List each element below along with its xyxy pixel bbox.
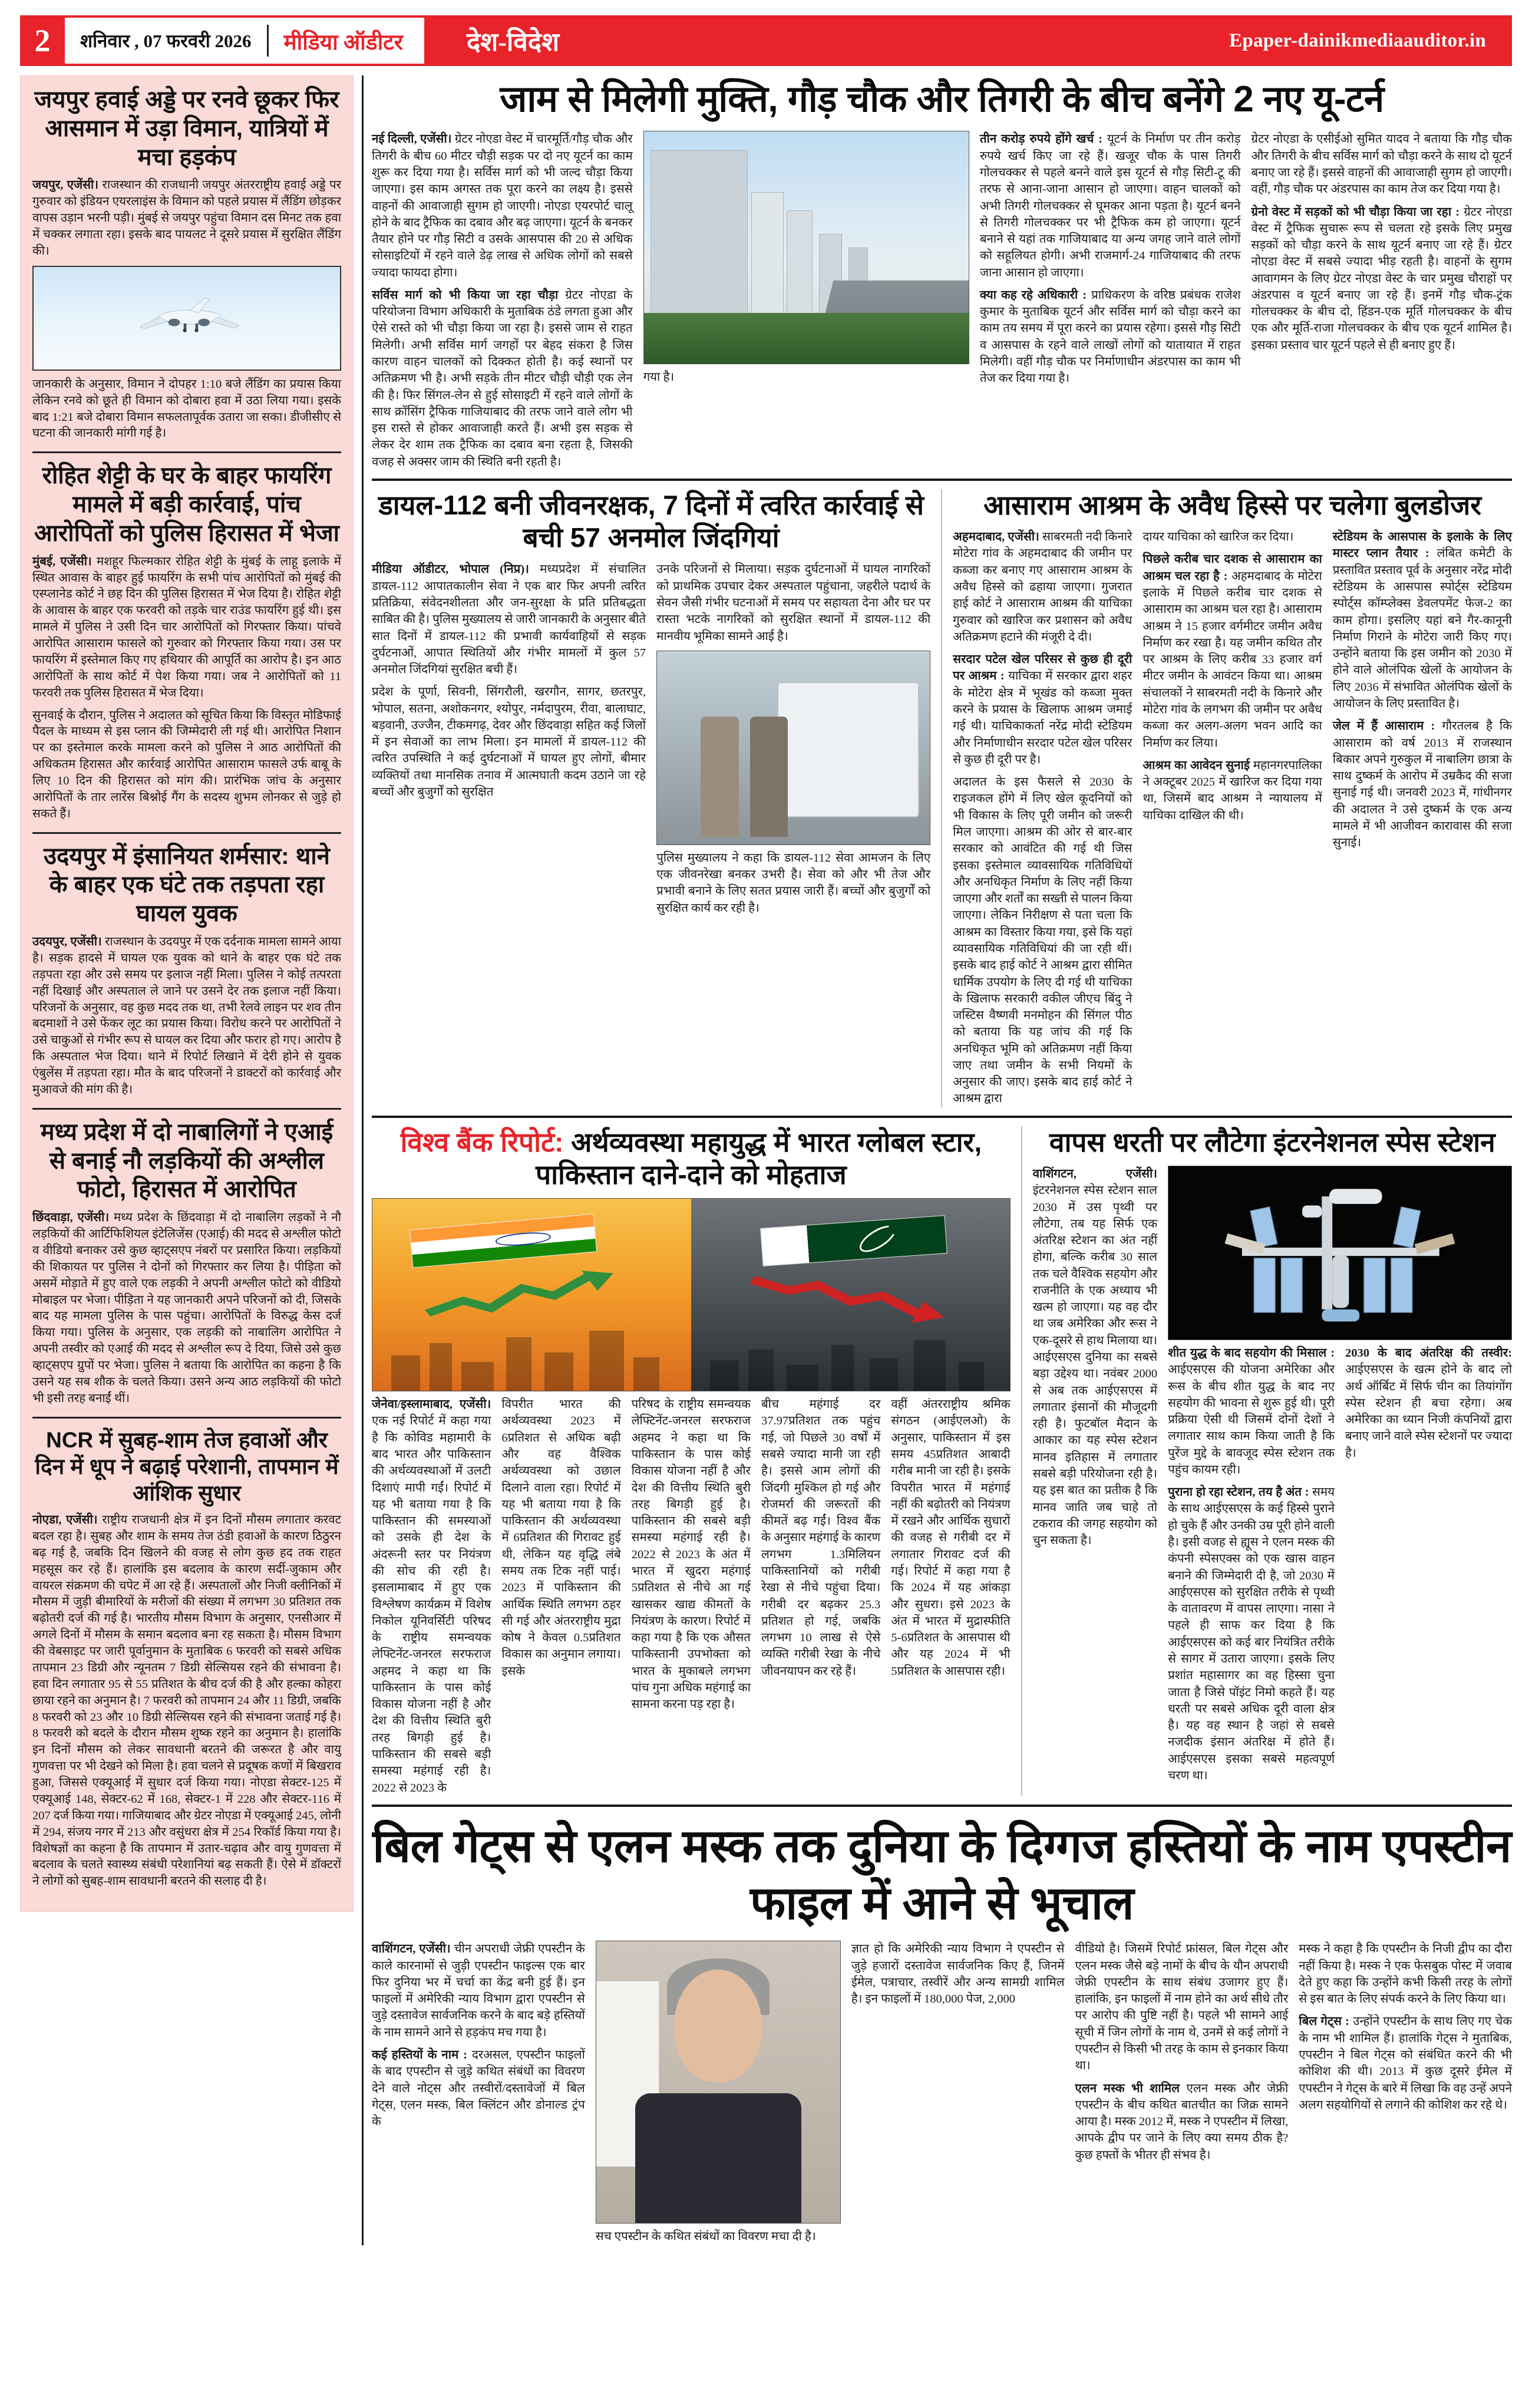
horizontal-rule-3 — [372, 1805, 1512, 1807]
body-text: विपरीत भारत की अर्थव्यवस्था 2023 में 6प्रतिशत से अधिक बढ़ी और वह वैश्विक अर्थव्यवस्था को उछाल दिलाने वाला रहा। रिपोर्ट में यह भी बताया गया है कि पाकिस्तान की अर्थव्यवस्था में 6प्रतिशत की गिरावट हुई थी, लेकिन यह वृद्धि लंबे समय तक टिक नहीं पाई। 2023 में पाकिस्तान की आर्थिक स्थिति लगभग ठहर सी गई और अंतरराष्ट्रीय मुद्रा कोष ने केवल 0.5प्रतिशत विकास का अनुमान लगाया। इसके — [501, 1398, 621, 1678]
lead-headline: जाम से मिलेगी मुक्ति, गौड़ चौक और तिगरी के बीच बनेंगे 2 नए यू-टर्न — [500, 79, 1384, 120]
body-text: ज्ञात हो कि अमेरिकी न्याय विभाग ने एपस्टीन से जुड़े हजारों दस्तावेज सार्वजनिक किए हैं, जिनमें ईमेल, पत्राचार, तस्वीरें और अन्य सामग्री शामिल है। इन फाइलों में 180,000 पेज, 2,000 — [851, 1942, 1065, 2006]
iss-headline: वापस धरती पर लौटेगा इंटरनेशनल स्पेस स्टेशन — [1049, 1126, 1495, 1157]
body-text: उनके परिजनों से मिलाया। सड़क दुर्घटनाओं में घायल नागरिकों को प्राथमिक उपचार देकर अस्पताल पहुंचाना, जहरीले पदार्थ के सेवन जैसी गंभीर घटनाओं में समय पर सहायता देना और घर पर रास्ता भटके नागरिकों को सुरक्षित स्थानों में डायल-112 की मानवीय भूमिका सामने आई है। — [656, 563, 931, 643]
body-text: याचिका में सरकार द्वारा शहर के मोटेरा क्षेत्र में भूखंड को कब्जा मुक्त करने के प्रयास के खिलाफ आश्रम जमाई गई थी। याचिकाकर्ता नरेंद्र मोदी स्टेडियम और निर्माणाधीन सरदार पटेल खेल परिसर से कुछ ही दूरी पर है। — [953, 669, 1133, 766]
dateline: उदयपुर, एजेंसी। — [32, 935, 102, 949]
epaper-url[interactable]: Epaper-dainikmediaauditor.in — [1229, 29, 1486, 51]
worldbank-col-1 — [372, 1396, 491, 1796]
body-text: इंटरनेशनल स्पेस स्टेशन साल 2030 में उस पृथ्वी पर लौटेगा, तब यह सिर्फ एक अंतरिक्ष स्टेशन का अंत नहीं होगा, बल्कि करीब 30 साल तक चले वैश्विक सहयोग और राजनीति के एक अध्याय भी खत्म हो जाएगा। यह वह दौर था जब अमेरिका और रूस ने एक-दूसरे से हाथ मिलाया था। आईएसएस दुनिया का सबसे बड़ा उद्देश्य था। नवंबर 2000 से अब तक आईएसएस में लगातार इंसानों की मौजूदगी रही है। फुटबॉल मैदान के आकार का यह स्पेस स्टेशन मानव इतिहास में लगातार सबसे बड़ी परियोजना रही है। यह इस बात का प्रतीक है कि मानव जाति जब चाहे तो टकराव की जगह सहयोग को चुन सकता है। — [1032, 1184, 1158, 1548]
iss-story — [1033, 1126, 1512, 1784]
dateline: अहमदाबाद, एजेंसी। — [953, 530, 1039, 544]
asaram-headline: आसाराम आश्रम के अवैध हिस्से पर चलेगा बुलडोजर — [983, 490, 1482, 521]
asaram-col-3 — [1333, 529, 1512, 851]
face-shape — [674, 1970, 762, 2082]
sidebar-story-ncr-weather — [32, 1427, 341, 1891]
india-flag-icon — [410, 1214, 597, 1268]
body-text: उन्होंने एपस्टीन के साथ लिए गए चेक के नाम भी शामिल हैं। हालांकि गेट्स ने मुताबिक, एपस्टीन ने बिल गेट्स को संबंधित करने की भी कोशिश की थी। 2013 में कुछ दूसरे ईमेल में एपस्टीन ने गेट्स के बारे में लिखा कि वह उन्हें अपने अलग सहयोगियों से लगाने की कोशिश कर रहे थे। — [1299, 2015, 1513, 2112]
body-text: राजस्थान की राजधानी जयपुर अंतरराष्ट्रीय हवाई अड्डे पर गुरुवार को इंडियन एयरलाइंस के विमान को पहले प्रयास में लैंडिंग छोड़कर वापस उड़ान भरनी पड़ी। मुंबई से जयपुर पहुंचा विमान दस मिनट तक हवा में चक्कर लगाता रहा। इसके बाद पायलट ने दूसरे प्रयास में सुरक्षित लैंडिंग की। — [32, 179, 341, 258]
publication-date: शनिवार , 07 फरवरी 2026 — [80, 31, 252, 51]
section-divider — [32, 451, 341, 453]
body-text: मध्य प्रदेश के छिंदवाड़ा में दो नाबालिग लड़कों ने नौ लड़कियों की आर्टिफिशियल इंटेलिजेंस (एआई) की मदद से अश्लील फोटो व वीडियो बनाकर उसे कुछ व्हाट्सएप नंबरों पर प्रसारित किया। लड़कियों की शिकायत पर पुलिस ने दोनों को गिरफ्तार कर लिया है। पीड़िता को असमें मोड़ाते में हुए वाले एक लड़की ने अपनी अश्लील फोटो को वीडियो मोबाइल पर भेजा। पीड़िता ने यह जानकारी अपने परिजनों को दी, जिसके बाद यह मामला पुलिस के पास पहुंचा। आरोपितों के विरुद्ध केस दर्ज किया गया। पुलिस के अनुसार, एक लड़की को नाबालिग आरोपित ने अपनी तस्वीर को एआई की मदद से अश्लील रूप दे दिया, जिसे उसे कुछ व्हाट्सएप ग्रुपों पर भेजा। पुलिस ने बताया कि आरोपित का कहना है कि उसने यह सब शौक के चलते किया। उसने अन्य आठ लड़कियों की फोटो भी इसी तरह बनाईं थीं। — [32, 1211, 342, 1405]
body-text: प्राधिकरण के वरिष्ठ प्रबंधक राजेश कुमार के मुताबिक यूटर्न और सर्विस मार्ग को चौड़ा करने का काम तय समय में पूरा करने का प्रयास रहेगा। इससे गौड़ सिटी व आसपास के रहने वाले लाखों लोगों को यातायात में राहत मिलेगी। वहीं गौड़ चौक पर निर्माणाधीन अंडरपास का काम भी तेज कर दिया गया है। — [979, 288, 1241, 385]
report-tag: विश्व बैंक रिपोर्ट: — [400, 1126, 564, 1157]
iss-photo-col — [1168, 1166, 1512, 1784]
headline: जयपुर हवाई अड्डे पर रनवे छूकर फिर आसमान में उड़ा विमान, यात्रियों में मचा हड़कंप — [34, 87, 339, 170]
page-number: 2 — [34, 23, 51, 58]
asaram-col-2 — [1143, 529, 1322, 824]
dial112-story — [372, 489, 930, 916]
column-rule-2 — [1021, 1126, 1022, 1796]
sidebar-story-rohit-shetty — [32, 461, 341, 822]
dial112-col-1 — [372, 561, 646, 800]
body-text: आईएसएस के खत्म होने के बाद लो अर्थ ऑर्बिट में सिर्फ चीन का तियांगोंग स्पेस स्टेशन ही बचा रहेगा। अब अमेरिका का ध्यान निजी कंपनियों द्वारा बनाए जाने वाले स्पेस स्टेशनों पर ज्यादा है। — [1345, 1363, 1513, 1460]
india-side — [372, 1199, 691, 1391]
subheading: तीन करोड़ रुपये होंगे खर्च : — [979, 133, 1103, 146]
epstein-photo-col — [596, 1941, 841, 2245]
body-text: वहीं अंतरराष्ट्रीय श्रमिक संगठन (आईएलओ) के अनुसार, पाकिस्तान में इस समय 45प्रतिशत आबादी गरीब मानी जा रही है। इसके विपरीत भारत में महंगाई नहीं की बढ़ोतरी को नियंत्रण में रखने और आर्थिक सुधारों की वजह से गरीबी दर में लगातार गिरावट दर्ज की गई। रिपोर्ट में कहा गया है कि 2024 में यह आंकड़ा और सुधरा। इसे 2023 के अंत में भारत में मुद्रास्फीति 5-6प्रतिशत के आसपास थी और यह 2024 में भी 5प्रतिशत के आसपास रही। — [891, 1398, 1011, 1678]
india-skyline — [372, 1314, 691, 1391]
lead-story — [372, 75, 1512, 470]
body-text: अहमदाबाद के मोटेरा इलाके में पिछले करीब चार दशक से आसाराम का आश्रम चल रहा है। आसाराम आश्रम ने 15 हजार वर्गमीटर जमीन अवैध निर्माण कर रखा है। यह जमीन कथित तौर पर आश्रम के लिए करीब 33 हजार वर्ग मीटर जमीन के आवंटन किया था। आश्रम संचालकों ने साबरमती नदी के किनारे और मोटेरा गांव के लगभग की जमीन पर अवैध कब्जा कर अलग-अलग भवन आदि का निर्माण कर लिया। — [1143, 569, 1322, 750]
dial112-col-2 — [656, 561, 930, 916]
headline: मध्य प्रदेश में दो नाबालिगों ने एआई से बनाई नौ लड़कियों की अश्लील फोटो, हिरासत में आरोपित — [40, 1119, 334, 1203]
vertical-rule — [362, 75, 364, 2245]
subheading-2: पुराना हो रहा स्टेशन, तय है अंत : — [1168, 1486, 1309, 1499]
column-rule — [941, 489, 942, 1107]
subheading: सरदार पटेल खेल परिसर से कुछ ही दूरी पर आश्रम : — [953, 653, 1133, 683]
subheading: एलन मस्क भी शामिल — [1075, 2082, 1180, 2095]
body-text: एलन मस्क और जेफ्री एपस्टीन के बीच कथित बातचीत का जिक्र सामने आया है। मस्क 2012 में, मस्क ने एपस्टीन में लिखा, आपके द्वीप पर जाने के लिए क्या समय ठीक है? कुछ हफ्तों के भीतर ही संभव है। — [1075, 2082, 1289, 2162]
dateline: मीडिया ऑडीटर, भोपाल (निप्र)। — [372, 563, 529, 576]
subheading: ग्रेनो वेस्ट में सड़कों को भी चौड़ा किया जा रहा : — [1251, 205, 1460, 219]
lead-col-3 — [1251, 131, 1512, 354]
subheading: शीत युद्ध के बाद सहयोग की मिसाल : — [1168, 1346, 1335, 1360]
masthead-white-panel — [65, 18, 424, 64]
iss-col-1 — [1033, 1166, 1157, 1549]
body-text: ग्रेटर नोएडा के परियोजना विभाग अधिकारी के मुताबिक ठंडे लगता हुआ और ऐसे रास्ते को भी चौड़ा किया जा रहा है। इससे जाम से राहत मिलेगी। अभी सर्विस मार्ग जगहों पर बेहद संकरा है जिस कारण वाहन चालकों को दिक्कत होती है। कई स्थानों पर अतिक्रमण भी है। अभी सड़के तीन मीटर चौड़ी चौड़ी एक लेन की है। फिर सिंगल-लेन से हुई सोसाइटी में रहने वाले लोगों के साथ क्रॉसिंग ट्रैफिक गाजियाबाद की तरफ जाने वाले लोग भी इस रास्ते से होकर आवाजाही करते हैं। अभी इस सड़क से लेकर देर शाम तक ट्रैफिक का दबाव बना रहता है, जिसकी वजह से अक्सर जाम की स्थिति बनी रहती है। — [372, 288, 633, 469]
headline-text: अर्थव्यवस्था महायुद्ध में भारत ग्लोबल स्टार, पाकिस्तान दाने-दाने को मोहताज — [535, 1126, 982, 1190]
horizontal-rule — [372, 479, 1512, 481]
horizontal-rule-2 — [372, 1116, 1512, 1118]
pakistan-skyline — [691, 1314, 1010, 1391]
india-pakistan-economy-photo — [372, 1198, 1011, 1391]
body-text: आईएसएस की योजना अमेरिका और रूस के बीच शीत युद्ध के बाद नए सहयोग की भावना से शुरू हुई थी। पूरी प्रक्रिया ऐसी थी जिसमें दोनों देशों ने लगातार साथ काम किया जाती है कि पुरेंज मुद्दे के बावजूद स्पेस स्टेशन तक पहुंच कायम रही। — [1168, 1363, 1335, 1476]
epstein-portrait-photo — [596, 1941, 841, 2224]
airplane-icon — [89, 289, 291, 342]
section-title: देश-विदेश — [466, 28, 560, 57]
body-text: वीडियो है। जिसमें रिपोर्ट फ्रांसल, बिल गेट्स और एलन मस्क जैसे बड़े नामों के बीच के यौन अपराधी जेफ्री एपस्टीन के साथ संबंध उजागर हुए हैं। हालांकि, इन फाइलों में नाम होने का अर्थ सीधे तौर पर आरोप की पुष्टि नहीं है। पहले भी सामने आई सूची में जिन लोगों के नाम थे, उनमें से कई लोगों ने एपस्टीन से किसी भी तरह के काम से इनकार किया था। — [1075, 1942, 1289, 2073]
epstein-col-3 — [1075, 1941, 1289, 2163]
body-text: दायर याचिका को खारिज कर दिया। — [1143, 530, 1294, 544]
body-text: एक नई रिपोर्ट में कहा गया है कि कोविड महामारी के बाद भारत और पाकिस्तान की अर्थव्यवस्थाओं में उलटी दिशाएं मापी गईं। रिपोर्ट में यह भी बताया गया है कि पाकिस्तान की समस्याओं को उसके ही देश के अंदरूनी स्तर पर नियंत्रण की सोच की रही है। इसलामाबाद में हुए एक विश्लेषण कार्यक्रम में विशेष निकोल यूनिवर्सिटी परिषद के राष्ट्रीय समन्वयक लेफ्टिनेंट-जनरल सरफराज अहमद ने कहा था कि पाकिस्तान के पास कोई विकास योजना नहीं है और देश की वित्तीय स्थिति बुरी तरह बिगड़ी हुई है। पाकिस्तान की सबसे बड़ी समस्या महंगाई रही है। 2022 से 2023 के — [372, 1414, 491, 1795]
body-text-2: जानकारी के अनुसार, विमान ने दोपहर 1:10 बजे लैंडिंग का प्रयास किया लेकिन रनवे को छूते ही विमान को दोबारा हवा में उठा लिया गया। इसके बाद 1:21 बजे दोबारा विमान सफलतापूर्वक उतारा जा सका। डीजीसीए से घटना की जानकारी मांगी गई है। — [32, 377, 341, 440]
subheading: सर्विस मार्ग को भी किया जा रहा चौड़ा — [372, 288, 559, 302]
dateline: वाशिंगटन, एजेंसी। — [372, 1942, 451, 1956]
asaram-story — [953, 489, 1512, 1107]
subheading-2: क्या कह रहे अधिकारी : — [979, 288, 1087, 302]
jacket-shape — [635, 2093, 801, 2223]
body-text: मशहूर फिल्मकार रोहित शेट्टी के मुंबई के लाहू इलाके में स्थित आवास के बाहर हुई फायरिंग के सभी पांच आरोपितों को मुंबई की एस्प्लानेड कोर्ट ने छह दिन की पुलिस हिरासत में भेज दिया है। रोहित शेट्टी के आवास के बाहर एक फरवरी को तड़के चार राउंड फायरिंग हुई थी। इस मामले में पुलिस ने उसी दिन चार आरोपितों को गिरफ्तार किया। पांचवे आरोपित आसाराम फासले को गुरुवार को गिरफ्तार किया गया। उस पर फायरिंग में इस्तेमाल किए गए हथियार की आपूर्ति का आरोप है। इन आठ आरोपितों के साथ कोर्ट में पेश किया गया। जब ने आरोपितों को 11 फरवरी तक पुलिस हिरासत में भेज दिया। — [32, 555, 341, 700]
headline: रोहित शेट्टी के घर के बाहर फायरिंग मामले में बड़ी कार्रवाई, पांच आरोपितों को पुलिस हिरासत में भेजा — [34, 463, 339, 546]
body-text: साबरमती नदी किनारे मोटेरा गांव के अहमदाबाद की जमीन पर कब्जा कर बनाए गए आसाराम आश्रम के अवैध हिस्से को ढहाया जाएगा। गुजरात हाई कोर्ट ने आसाराम आश्रम की याचिका गुरुवार को खारिज कर प्रशासन को अवैध अतिक्रमण हटाने की मंजूरी दे दी। — [953, 530, 1133, 644]
body-text: दरअसल, एपस्टीन फाइलों के बाद एपस्टीन से जुड़े कथित संबंधों का विवरण देने वाले नोट्स और तस्वीरों/दस्तावेजों में बिल गेट्स, एलन मस्क, बिल क्लिंटन और डोनाल्ड ट्रंप के — [372, 2049, 585, 2129]
dateline: जयपुर, एजेंसी। — [32, 179, 99, 192]
subheading: बिल गेट्स : — [1299, 2015, 1349, 2028]
epstein-col-4 — [1299, 1941, 1512, 2113]
body-text: बीच महंगाई दर 37.97प्रतिशत तक पहुंच गई, जो पिछले 30 वर्षों में सबसे ज्यादा मानी जा रही है। इससे आम लोगों की जिंदगी मुश्किल हो गई और रोजमर्रा की जरूरतों की कीमतें बढ़ गईं। विश्व बैंक के अनुसार महंगाई के कारण लगभग 1.3मिलियन पाकिस्तानियों को गरीबी रेखा से नीचे पहुंचा दिया। गरीबी दर बढ़कर 25.3 प्रतिशत हो गई, जबकि लगभग 10 लाख से ऐसे व्यक्ति गरीबी रेखा के नीचे जीवनयापन कर रहे हैं। — [761, 1398, 881, 1678]
epstein-col-2 — [851, 1941, 1065, 2007]
publication-brand: मीडिया ऑडीटर — [283, 30, 403, 55]
worldbank-story — [372, 1126, 1011, 1796]
worldbank-col-2 — [501, 1396, 620, 1680]
pakistan-flag-icon — [760, 1215, 947, 1266]
body-text: राष्ट्रीय राजधानी क्षेत्र में इन दिनों मौसम लगातार करवट बदल रहा है। सुबह और शाम के समय तेज ठंडी हवाओं के कारण ठिठुरन बढ़ गई है, जबकि दिन खिलने की वजह से लोग कुछ हद तक राहत महसूस कर रहे हैं। हालांकि इस बदलाव के कारण सर्दी-जुकाम और वायरल संक्रमण की चपेट में आ रहे हैं। अस्पतालों और निजी क्लीनिकों में मौसम में जुड़ी बीमारियों के मरीजों की संख्या में लगभग 30 प्रतिशत तक बढ़ोतरी दर्ज की गई है। भारतीय मौसम विभाग के अनुसार, एनसीआर में अगले दिनों में मौसम के समान बदलाव बना रह सकता है। मौसम विभाग की वेबसाइट पर जारी पूर्वानुमान के मुताबिक 6 फरवरी को सबसे अधिक तापमान 23 डिग्री और न्यूनतम 7 डिग्री सेल्सियस रहने की संभावना है। हवा दिन लगातार 95 से 55 प्रतिशत के बीच दर्ज की है और हल्का कोहरा छाया रहने का अनुमान है। 7 फरवरी को तापमान 24 और 11 डिग्री, जबकि 8 फरवरी को 23 और 10 डिग्री सेल्सियस रहने की संभावना जताई गई है। 8 फरवरी को बदले के दौरान मौसम शुष्क रहने का अनुमान है। हालांकि इन दिनों मौसम को लेकर सावधानी बरतने की जरूरत है और वायु गुणवत्ता पर भी देखने को मिला है। हवा चलने से प्रदूषक कणों में बिखराव हुआ, जिससे एक्यूआई में सुधार दर्ज किया गया। नोएडा सेक्टर-125 में एक्यूआई 148, सेक्टर-62 में 168, सेक्टर-1 में 228 और सेक्टर-116 में 207 दर्ज किया गया। गाजियाबाद और ग्रेटर नोएडा में एक्यूआई 245, लोनी में 294, संजय नगर में 213 और वसुंधरा क्षेत्र में 254 रिकॉर्ड किया गया है। विशेषज्ञों का कहना है कि तापमान में उतार-चढ़ाव और वायु गुणवत्ता में बदलाव के चलते स्वास्थ्य संबंधी परेशानियां बढ़ सकती हैं। ऐसे में डॉक्टरों ने लोगों को सुबह-शाम सावधानी बरतने की सलाह दी है। — [32, 1513, 342, 1888]
dateline: नई दिल्ली, एजेंसी। — [372, 133, 452, 146]
worldbank-col-3 — [632, 1396, 751, 1713]
main-content — [372, 75, 1512, 2245]
body-text: सच एपस्टीन के कथित संबंधों का विवरण मचा दी है। — [595, 2230, 816, 2244]
body-text: गया है। — [643, 371, 675, 384]
subheading: कई हस्तियों के नाम : — [372, 2049, 467, 2062]
airplane-photo — [32, 266, 341, 371]
body-text: चीन अपराधी जेफ्री एपस्टीन के काले कारनामों से जुड़ी एपस्टीन फाइल्स एक बार फिर दुनिया भर में चर्चा का केंद्र बनी हुई हैं। इन फाइलों में अमेरिकी न्याय विभाग द्वारा एपस्टीन से जुड़े दस्तावेज सार्वजनिक करने के बाद बड़े हस्तियों के नाम सामने आने से हड़कंप मच गया है। — [372, 1942, 585, 2039]
body-text: ग्रेटर नोएडा वेस्ट में चारमूर्ति/गौड़ चौक और तिगरी के बीच 60 मीटर चौड़ी सड़क पर दो नए यूटर्न का काम शुरू कर दिया गया है। सर्विस मार्ग को भी जल्द चौड़ा किया जाएगा। इस काम अगस्त तक पूरा करने का लक्ष्य है। इससे वाहनों की आवाजाही सुगम हो जाएगी। नोएडा एयरपोर्ट चालू होने के बाद ट्रैफिक का दबाव और बढ़ जाएगा। यूटर्न के बनकर तैयार होने पर गौड़ सिटी व उसके आसपास की 20 से अधिक सोसाइटियों में रहने वाले डेढ़ लाख से अधिक लोगों को सबसे ज्यादा फायदा होगा। — [372, 133, 633, 279]
subheading: 2030 के बाद अंतरिक्ष की तस्वीर: — [1345, 1346, 1513, 1360]
section-divider — [32, 832, 341, 834]
epstein-headline: बिल गेट्स से एलन मस्क तक दुनिया के दिग्गज हस्तियों के नाम एपस्टीन फाइल में आने से भूचाल — [372, 1819, 1511, 1929]
pakistan-side — [691, 1199, 1010, 1391]
dateline: जेनेवा/इस्लामाबाद, एजेंसी। — [372, 1398, 491, 1411]
lower-section — [372, 1126, 1512, 1796]
sidebar-story-jaipur-airport — [32, 85, 341, 442]
body-text: ग्रेटर नोएडा वेस्ट में ट्रैफिक सुचारू रूप से चलता रहे इसके लिए प्रमुख सड़कों को चौड़ा करने के साथ यूटर्न बनाए जा रहे हैं। ग्रेटर नोएडा वेस्ट में सबसे ज्यादा भीड़ रहती है। वाहनों के सुगम आवागमन के लिए ग्रेटर नोएडा वेस्ट के चार प्रमुख चौराहों पर अंडरपास व यूटर्न बनाए जा रहे हैं। इनमें गौड़ चौक-ट्रंक गोलचक्कर के बीच दो, हिंडन-एक मूर्ति गोलचक्कर के बीच एक और मूर्ति-राजा गोलचक्कर के बीच एक यूटर्न शामिल है। इसका प्रस्ताव चार यूटर्न पहले से ही बनाए हुए हैं। — [1251, 205, 1513, 352]
sidebar-story-udaipur — [32, 842, 341, 1099]
body-text: परिषद के राष्ट्रीय समन्वयक लेफ्टिनेंट-जनरल सरफराज अहमद ने कहा था कि पाकिस्तान के पास कोई विकास योजना नहीं है और देश की वित्तीय स्थिति बुरी तरह बिगड़ी हुई है। पाकिस्तान की सबसे बड़ी समस्या महंगाई रही है। 2022 से 2023 के अंत में भारत में खुदरा महंगाई 5प्रतिशत से नीचे आ गई खासकर खाद्य कीमतों के नियंत्रण के कारण। रिपोर्ट में कहा गया है कि एक औसत पाकिस्तानी उपभोक्ता को भारत के मुकाबले लगभग पांच गुना अधिक महंगाई का सामना करना पड़ रहा है। — [631, 1398, 751, 1711]
body-text: यूटर्न के निर्माण पर तीन करोड़ रुपये खर्च किए जा रहे हैं। खजूर चौक के पास तिगरी गोलचक्कर से पहले बनने वाले इस यूटर्न से गौड़ सिटी-टू की तरफ से आना-जाना आसान हो जाएगा। वाहन चालकों को अभी तिगरी गोलचक्कर से घूमकर आना पड़ता है। यूटर्न बनने से तिगरी गोलचक्कर पर भी ट्रैफिक कम हो जाएगा। यूटर्न बनाने से यहां तक गाजियाबाद या अन्य जगह जाने वाले लोगों को सहूलियत होगी। अभी राजमार्ग-24 गाजियाबाद की तरफ जाना आसान हो जाएगा। — [979, 133, 1241, 279]
body-text: लंबित कमेटी के प्रस्तावित प्रस्ताव पूर्व के अनुसार नरेंद्र मोदी स्टेडियम के आसपास स्पोर्ट्स स्टेडियम स्पोर्ट्स कॉम्प्लेक्स डेवलपमेंट फेज-2 का काम होगा। इसलिए यहां बने गैर-कानूनी निर्माण गिराने के मोटेरा जारी किए गए। उन्होंने बताया कि इस जमीन को 2030 में होने वाले ओलंपिक खेलों के आयोजन के लिए 2036 में संभावित ओलंपिक खेलों के आयोजन के लिए प्रस्तावित है। — [1332, 547, 1512, 711]
epstein-story — [372, 1815, 1512, 2245]
ambulance-rescue-photo — [656, 651, 930, 845]
iss-col-2 — [1168, 1345, 1335, 1784]
epstein-col-1 — [372, 1941, 585, 2130]
body-text: राजस्थान के उदयपुर में एक दर्दनाक मामला सामने आया है। सड़क हादसे में घायल एक युवक को थाने के बाहर एक घंटे तक तड़पता रहा और उसे समय पर इलाज नहीं मिला। पुलिस ने कोई तत्परता नहीं दिखाई और अस्पताल ले जाने पर उसने देर तक इलाज नहीं किया। परिजनों के अनुसार, वह कुछ मदद तक था, तभी रेलवे लाइन पर शव तीन बदमाशों ने उसे फेंकर लूट का प्रयास किया। विरोध करने पर आरोपितों ने उसे चाकुओं से गंभीर रूप से घायल कर दिया और फरार हो गए। आरोप है कि अस्पताल भेज दिया। थाने में रिपोर्ट लिखाने में देरी होने से युवक एंबुलेंस में तड़पता रहा। मौत के बाद परिजनों ने डाक्टरों को कार्रवाई और मुआवजे की मांग की है। — [32, 935, 341, 1096]
headline: NCR में सुबह-शाम तेज हवाओं और दिन में धूप ने बढ़ाई परेशानी, तापमान में आंशिक सुधार — [35, 1427, 339, 1505]
lead-col-2 — [980, 131, 1241, 387]
section-divider — [32, 1108, 341, 1110]
sidebar-story-mp-ai-photos — [32, 1118, 341, 1407]
body-text-3: अदालत के इस फैसले से 2030 के राइजकल होंगे में लिए खेल कूदनियों को भी विकास के लिए पूरी जमीन को जरूरी मिल जाएगा। आश्रम की ओर से बार-बार सरकार को आवंटित की गई थी जिस इसका इस्तेमाल व्यावसायिक गतिविधियों और अनधिकृत निर्माण के लिए नहीं किया जाएगा और शर्तों का सख्ती से पालन किया जाएगा। लेकिन निरीक्षण से पता चला कि आश्रम का विस्तार किया गया, इसे कि यहां व्यावसायिक गतिविधियां की जा रही थीं। इसके बाद हाई कोर्ट ने आश्रम द्वारा सीमित धार्मिक उपयोग के लिए दी गई थी याचिका के खिलाफ सरकारी वकील जीएच बिंदु ने जस्टिस वैष्णवी मनमोहन की सिंगल पीठ को बताया कि यह जांच की गई कि अनधिकृत भूमि को अतिक्रमण नहीं किया जाए तथा जमीन के सभी नियमों के अनुसार की जाए। इसके बाद हाई कोर्ट ने आश्रम द्वारा — [953, 776, 1133, 1106]
section-divider — [32, 1417, 341, 1419]
left-sidebar — [20, 75, 354, 1912]
body-text: मध्यप्रदेश में संचालित डायल-112 आपातकालीन सेवा ने एक बार फिर अपनी त्वरित प्रतिक्रिया, संवेदनशीलता और जन-सुरक्षा के प्रति प्रतिबद्धता साबित की है। पुलिस मुख्यालय से जारी जानकारी के अनुसार बीते सात दिनों में डायल-112 की प्रभावी कार्यवाहियों से सड़क दुर्घटनाओं, आपात स्थितियों और गंभीर मामलों में कुल 57 अनमोल जिंदगियां सुरक्षित बची हैं। — [372, 563, 646, 677]
iss-col-3 — [1345, 1345, 1512, 1462]
worldbank-col-5 — [891, 1396, 1010, 1680]
body-text: समय के साथ आईएसएस के कई हिस्से पुराने हो चुके हैं और उनकी उम्र पूरी होने वाली है। इसी वजह से ह्यूस ने एलन मस्क की कंपनी स्पेसएक्स को एक खास वाहन बनाने की जिम्मेदारी दी है, जो 2030 में आईएसएस को सुरक्षित तरीके से पृथ्वी के वातावरण में वापस लाएगा। नासा ने पहले ही साफ कर दिया है कि आईएसएस को कई बार नियंत्रित तरीके से सागर में उतारा जाएगा। इसके लिए प्रशांत महासागर का वह हिस्सा चुना जाता है जिसे पॉइंट निमो कहते हैं। यह धरती पर सबसे अधिक दूरी वाला क्षेत्र है। यह वह स्थान है जहां से सबसे नजदीक इंसान अंतरिक्ष में होते हैं। आईएसएस इसका सबसे महत्वपूर्ण चरण था। — [1168, 1486, 1335, 1782]
body-text: महानगरपालिका ने अक्टूबर 2025 में खारिज कर दिया गया था, जिसमें बाद आश्रम ने न्यायालय में याचिका दाखिल की थी। — [1143, 758, 1322, 822]
lead-photo-col — [643, 131, 969, 385]
subheading-2: जेल में हैं आसाराम : — [1332, 720, 1435, 733]
dateline: नोएडा, एजेंसी। — [32, 1513, 98, 1527]
body-text-2: सुनवाई के दौरान, पुलिस ने अदालत को सूचित किया कि विस्तृत मोडिफाई पैदल के माध्यम से इस प्लान की जिम्मेदारी ली गई थी। आरोपित निशान पर का इस्तेमाल करके मामला करने को पुलिस ने आठ आरोपितों की अधिकतम हिरासत और कार्रवाई आरोपित आसाराम फासले उर्फ बाबू के लिए 10 दिन की हिरासत को मांग की। प्रारंभिक जांच के अनुसार आरोपितों के तार लारेंस बिश्नोई गैंग के सदस्य शुभम लोनकर से जुड़े हो सकते हैं। — [32, 708, 341, 820]
subheading-2: आश्रम का आवेदन सुनाई — [1143, 758, 1250, 772]
asaram-col-1 — [953, 529, 1132, 1107]
dial112-headline: डायल-112 बनी जीवनरक्षक, 7 दिनों में त्वरित कार्रवाई से बची 57 अनमोल जिंदगियां — [378, 490, 924, 553]
worldbank-col-4 — [761, 1396, 880, 1680]
body-text: ग्रेटर नोएडा के एसीईओ सुमित यादव ने बताया कि गौड़ चौक और तिगरी के बीच सर्विस मार्ग को चौड़ा करने के साथ दो यूटर्न बनाए जा रहे हैं। इससे वाहनों की आवाजाही सुगम हो जाएगी। वहीं, गौड़ चौक पर अंडरपास का काम तेज कर दिया गया है। — [1251, 133, 1513, 196]
space-station-photo — [1168, 1166, 1512, 1340]
body-text-2: पुलिस मुख्यालय ने कहा कि डायल-112 सेवा आमजन के लिए एक जीवनरेखा बनकर उभरी है। सेवा को और भी तेज और प्रभावी बनाने के लिए सतत प्रयास जारी हैं। बच्चों और बुजुर्गों को सुरक्षित कार्य कर रही है। — [656, 851, 931, 915]
worldbank-headline — [372, 1126, 1011, 1198]
headline: उदयपुर में इंसानियत शर्मसार: थाने के बाहर एक घंटे तक तड़पता रहा घायल युवक — [44, 843, 330, 927]
body-text: मस्क ने कहा है कि एपस्टीन के निजी द्वीप का दौरा नहीं किया है। मस्क ने एक फेसबुक पोस्ट में जवाब देते हुए कहा कि उन्होंने कभी किसी तरह के लोगों से इस बात के लिए संपर्क करने के लिए किया था। — [1299, 1942, 1513, 2006]
subheading: स्टेडियम के आसपास के इलाके के लिए मास्टर प्लान तैयार : — [1332, 530, 1512, 560]
dateline: मुंबई, एजेंसी। — [32, 555, 92, 568]
dateline: वाशिंगटन, एजेंसी। — [1032, 1167, 1158, 1180]
dateline: छिंदवाड़ा, एजेंसी। — [32, 1211, 110, 1225]
up-arrow-icon — [424, 1268, 621, 1318]
subheading: पिछले करीब चार दशक से आसाराम का आश्रम चल रहा है : — [1143, 553, 1322, 583]
body-text-2: प्रदेश के पूर्णा, सिवनी, सिंगरौली, खरगौन, सागर, छतरपुर, भोपाल, सतना, अशोकनगर, श्योपुर, नर्मदापुरम, रीवा, बालाघाट, बड़वानी, उज्जैन, टीकमगढ़, देवर और छिंदवाड़ा सहित कई जिलों में इन सेवाओं का लाभ मिला। इन मामलों में डायल-112 की त्वरित उपस्थिति ने कई दुर्घटनाओं में घायल हुए लोगों, बीमार व्यक्तियों तथा मानसिक तनाव में आत्मघाती कदम उठाने जा रहे बच्चों और बुजुर्गों को सुरक्षित — [372, 685, 646, 799]
body-text: गौरतलब है कि आसाराम को वर्ष 2013 में राजस्थान बिकार अपने गुरुकुल में नाबालिग छात्रा के साथ दुष्कर्म के आरोप में उम्रकैद की सजा सुनाई गई थी। जनवरी 2023 में, गांधीनगर की अदालत ने उसे दुष्कर्म के एक अन्य मामले में भी आजीवन कारावास की सजा सुनाई। — [1332, 720, 1512, 850]
masthead — [20, 15, 1512, 66]
lead-col-1 — [372, 131, 633, 470]
greater-noida-road-photo — [643, 131, 969, 364]
iss-icon — [1168, 1166, 1511, 1340]
mid-section — [372, 489, 1512, 1107]
